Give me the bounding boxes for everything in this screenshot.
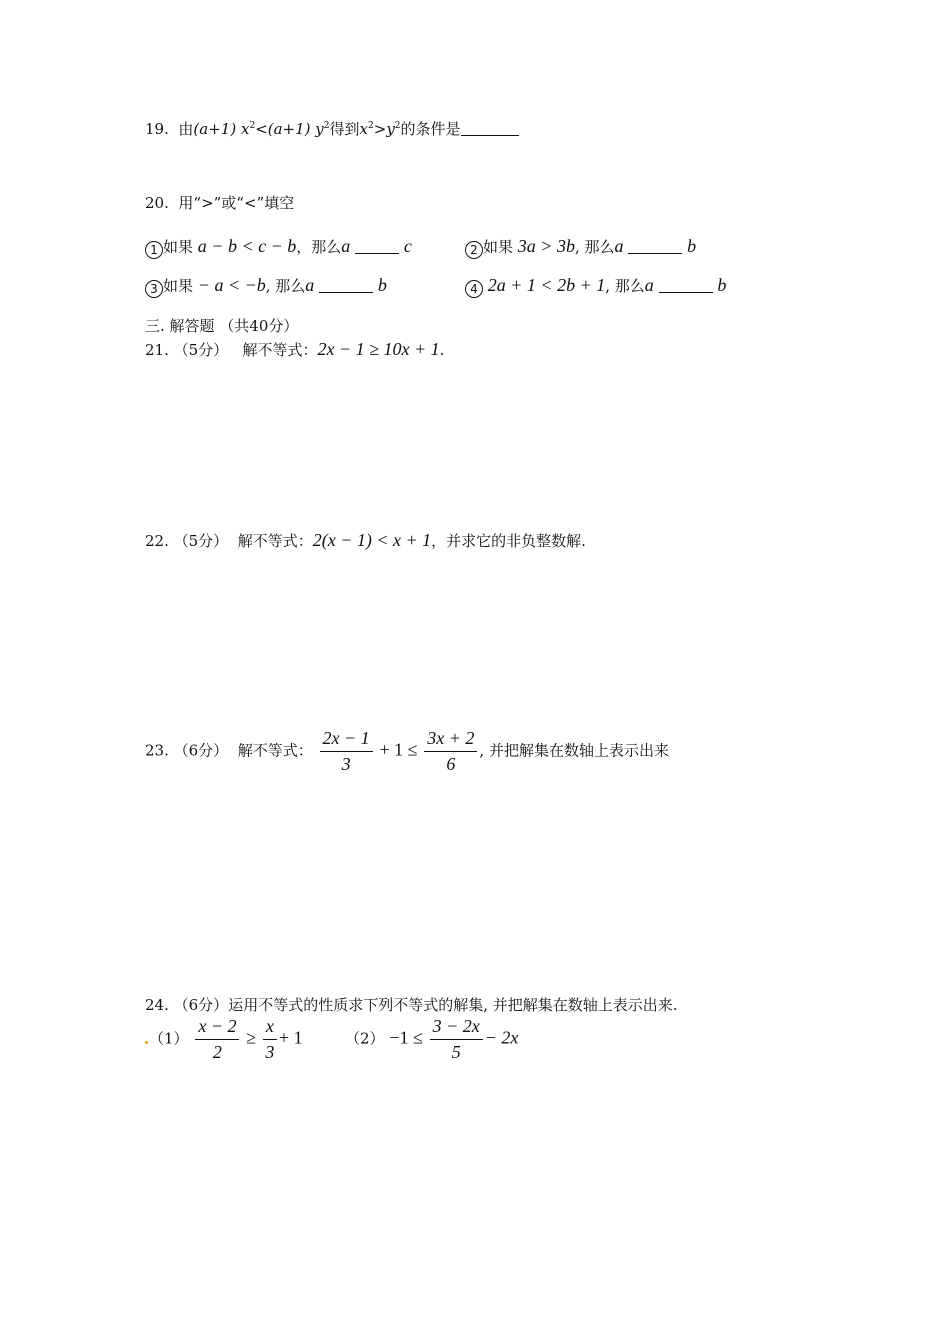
inequality-math: 3a > 3b (517, 236, 575, 256)
fraction: $\frac{2x - 1}{3}$ (320, 728, 373, 775)
answer-blank[interactable] (659, 277, 713, 293)
inequality-math: 2(x − 1) < x + 1 (312, 530, 432, 550)
fraction: $\frac{3 - 2x}{5}$ (430, 1016, 483, 1063)
question-number: 21. (145, 341, 169, 359)
circled-number: 3 (145, 280, 163, 298)
section-heading: 三. 解答题 （共40分） (145, 317, 299, 335)
inequality-math: 2x − 1 ≥ 10x + 1 (317, 339, 440, 359)
answer-blank[interactable] (355, 238, 399, 254)
score: （6分） (173, 996, 229, 1014)
q24-part-2: （2） −1 ≤ $\frac{3 - 2x}{5}$ − 2x (345, 1016, 519, 1062)
question-title: 用“>”或“<”填空 (178, 194, 295, 212)
question-22: 22. （5分） 解不等式：2(x − 1) < x + 1，并求它的非负整数解. (145, 530, 586, 550)
circled-number: 2 (465, 241, 483, 259)
fraction: $\frac{x}{3}$ (263, 1016, 277, 1063)
fraction: $\frac{3x + 2}{6}$ (424, 728, 477, 775)
fraction: $\frac{x - 2}{2}$ (195, 1016, 239, 1063)
answer-blank[interactable] (461, 120, 519, 136)
question-number: 20. (145, 194, 169, 212)
inequality-math: a − b < c − b (197, 236, 297, 256)
q24-part-1: （1） $\frac{x - 2}{2}$ ≥ $\frac{x}{3}$ + 1 (145, 1016, 303, 1063)
answer-blank[interactable] (319, 277, 373, 293)
q20-item-4: 4 2a + 1 < 2b + 1, 那么a b (465, 275, 726, 298)
question-21: 21. （5分） 解不等式：2x − 1 ≥ 10x + 1. (145, 339, 445, 359)
question-19: 19. 由(a+1) $x^2<(a+1)$ $y^2$得到$x^2>y^2$的条件是 (145, 118, 519, 139)
q20-item-3: 3 如果 − a < −b, 那么a b (145, 275, 387, 298)
inequality-math: − a < −b (197, 275, 266, 295)
question-number: 22. (145, 532, 169, 550)
score: （5分） (173, 341, 229, 359)
score: （5分） (173, 532, 229, 550)
q20-item-2: 2 如果 3a > 3b, 那么a b (465, 236, 696, 259)
stray-dot-mark (145, 1041, 148, 1044)
question-number: 23. (145, 741, 169, 760)
answer-blank[interactable] (628, 238, 682, 254)
question-number: 24. (145, 996, 169, 1014)
question-24: 24. （6分）运用不等式的性质求下列不等式的解集, 并把解集在数轴上表示出来. (145, 996, 678, 1014)
circled-number: 1 (145, 241, 163, 259)
question-23: 23. （6分） 解不等式： $\frac{2x - 1}{3}$ + 1 ≤ $\frac{3x + 2}{6}$ , 并把解集在数轴上表示出来 (145, 728, 669, 774)
question-20 (145, 192, 294, 213)
part-label: （1） (149, 1029, 189, 1048)
circled-number: 4 (465, 280, 483, 298)
part-label: （2） (345, 1029, 385, 1048)
score: （6分） (173, 741, 229, 760)
inequality-math: 2a + 1 < 2b + 1 (487, 275, 606, 295)
q20-item-1: 1 如果 a − b < c − b，那么a c (145, 236, 412, 259)
question-number: 19. (145, 120, 169, 138)
